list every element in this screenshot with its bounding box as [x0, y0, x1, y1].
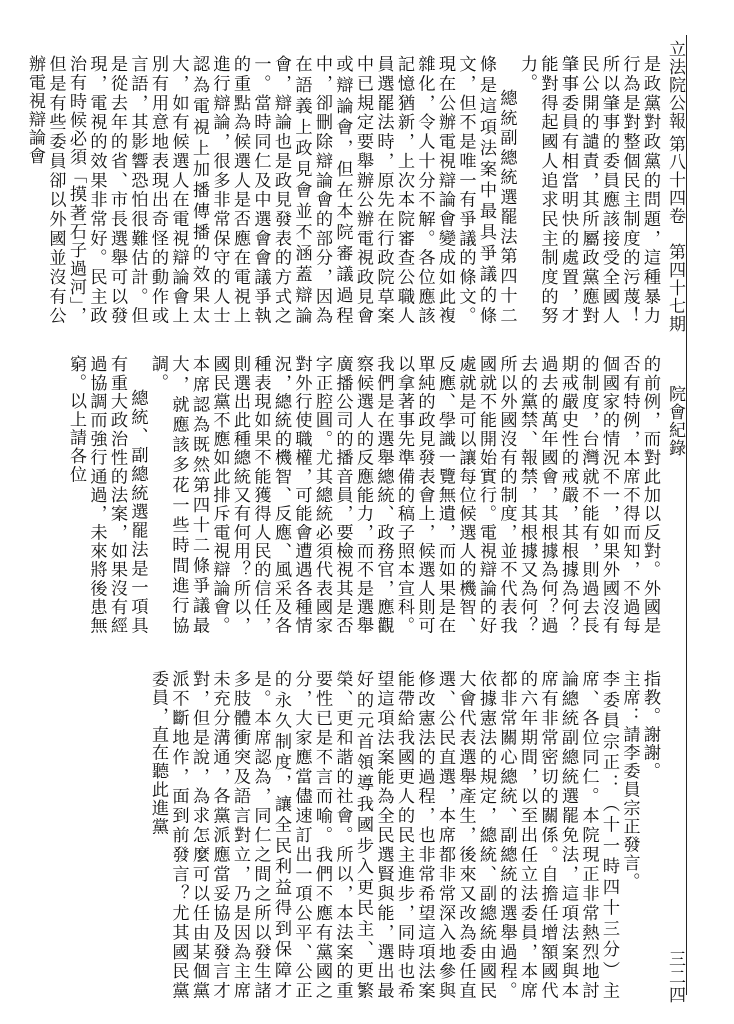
text-band-bottom	[40, 670, 660, 1000]
text-band-top	[25, 55, 660, 325]
paragraph: 總統、副總統選罷法是一項具有重大政治性的法案，如果沒有經過協調而強行通過，未來將後患無窮。以上請各位	[66, 355, 148, 635]
page-number: 三二四	[665, 950, 685, 1004]
header-rule	[686, 35, 687, 995]
volume-issue: 第八十四卷 第四十七期	[665, 135, 685, 333]
text-band-middle	[40, 355, 660, 635]
paragraph: 指教。謝謝。	[640, 670, 660, 781]
section-name: 院會紀錄	[665, 385, 685, 457]
paragraph: 是政黨對政黨的問題，這種暴力行為是對整個民主制度的污蔑！所以肇事的委員應該接受全國人民公開的譴責，其所屬政黨應對肇事委員有相當明快的處置，才能對得起國人追求民主制度的努力。	[517, 55, 660, 325]
paragraph: 李委員宗正：（十一時四十三分）主席、各位同仁。本院現正非常熱烈地討論總統副總統選罷免法，這項法案與本席有非常密切的關係。自擔任增額國代的六年期間，以至出任立法委員，本席都非常關心總統、副總統的選舉過程。依據憲法的規定，總統、副總統由國民大會代表選舉產生，後來又改為委任直選、公民直選，本席都非常深入地參與修改憲法的過程，也非常希望這項法案能帶給我國更人的民主進步，同時也希望這項法案能為全民選賢與能，選出最好的元首領導我國步入更民主、更繁榮、更和諧的社會。所以，本法案的重要性已是不言而喻。我們不應有黨國之分，大家應當儘速訂出一項公平、公正的永久制度，讓全民利益得到保障才是。本席認為，同仁之間之所以發生諸多肢體衝突及語言對立，乃是因為主席未充分溝通，各黨派應當妥協及發言才對，但是說，為求怎麼可以任由某個黨派不斷地作，面到前發言？尤其國民黨委員，直在聽此進黨	[148, 670, 619, 1000]
paragraph: 主席：請李委員宗正發言。	[619, 670, 640, 891]
paragraph: 總統副總統選罷法第四十二條是這項法案中最具爭議的條文，但不是唯一有爭議的條文。現在公辦電視辯論會變成如此複雜化，令人十分不解。各位應該記憶猶新，上次本院審查公職人員選罷法時，原先在行政院草案中已規定要舉辦公辦電視政見會或辯論會，但在本院審議過程中，卻刪除辯論會的部分，因為在語義上政見會並不涵蓋辯論會，辯論也是政見發表的方式之一。當時同仁及中選會會議爭執的重點為候選人是否應在電視上進行辯論，很多非常保守的人士認為電視上加播傳播的效果太大，如有候選人在電視辯論會上別有用意地表現出奇怪的動作或言語，其影響恐怕很難估計。但是從去年的省、市長選舉可以發現，電視的效果非常好。民主政治有時候必須「摸著石子過河」，但是有些委員卻以外國並沒有公辦電視辯論會	[25, 55, 517, 325]
publication-title: 立法院公報	[665, 40, 685, 130]
paragraph: 的前例，而對此加以反對。外國是否有特例，本席不得而知，不過每個國家的情況不一，如果外國沒有的制度，台灣就不能有，則過去長期戒嚴史性的戒嚴，其根據為何？過去的萬年國會，其根據為何？過去的黨禁、報禁，其根據又為何？所以外國沒有的制度，並不代表我國就不能開始實行。電視辯論的好處就是可以讓每位候選人的機智、反應、學識一覽無遺，而如果是在單純的政見發表會上，候選人則可以拿著事先準備的稿子照本宣科。我們是在選舉總統、政務官，應觀察候選人的反應能力，而不是選舉廣播公司的播音員，要檢視其是否字正腔圓。尤其總統必須代表國家對外行使職權，可能會遭遇各種情況，總統的機智、反應、風采及各種表現如果不能獲得人民的信任，則選出此種總統又有何用？所以，國民黨不應如此排斥電視辯論會。本席認為既然第四十二條爭議最大，就應該多花一些時間進行協調。	[148, 355, 660, 635]
